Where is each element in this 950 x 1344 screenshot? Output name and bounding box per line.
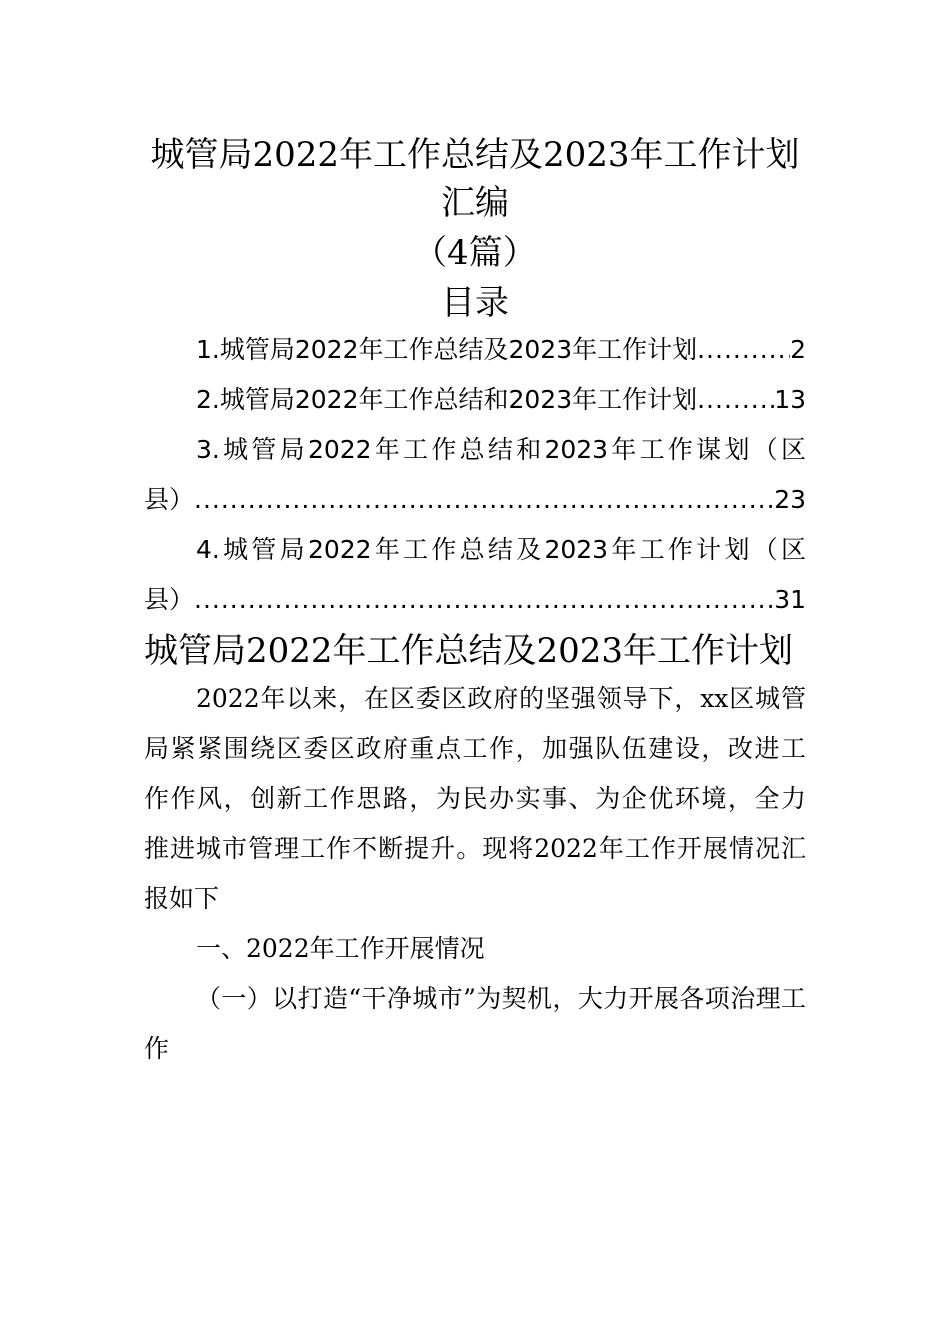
- paragraph-line: 局紧紧围绕区委区政府重点工作，加强队伍建设，改进工: [144, 734, 806, 763]
- sub-heading: [144, 974, 806, 1074]
- paragraph-line: 2022年以来，在区委区政府的坚强领导下，xx区城管: [196, 684, 806, 713]
- doc-title-line-1: 城管局2022年工作总结及2023年工作计划: [150, 135, 800, 175]
- toc-entry-3-continued[interactable]: [144, 478, 806, 522]
- toc-entry-title-continued: 县）: [144, 585, 195, 614]
- paragraph-line: 作作风，创新工作思路，为民办实事、为企优环境，全力: [144, 784, 806, 813]
- paragraph-line: 推进城市管理工作不断提升。现将2022年工作开展情况汇: [144, 834, 806, 863]
- sub-heading-line: 作: [144, 1034, 170, 1063]
- toc-page-number: 23: [774, 485, 806, 514]
- toc-entry-title: 1.城管局2022年工作总结及2023年工作计划: [196, 335, 698, 364]
- toc-leader-dots: [697, 328, 790, 372]
- toc-entry-4-continued[interactable]: [144, 578, 806, 622]
- paragraph-line: 报如下: [144, 884, 220, 913]
- toc-page-number: 2: [790, 335, 806, 364]
- heading-text: 一、2022年工作开展情况: [196, 934, 485, 963]
- toc-entry-3[interactable]: [144, 428, 806, 472]
- toc-leader-dots: [194, 578, 774, 622]
- toc-leader-dots: [194, 478, 774, 522]
- toc-entry-title: 3.城管局2022年工作总结和2023年工作谋划（区: [196, 435, 806, 464]
- section-title: 城管局2022年工作总结及2023年工作计划: [144, 631, 794, 671]
- doc-title-line-3: （4篇）: [413, 233, 537, 273]
- toc-entry-1[interactable]: [144, 328, 806, 372]
- toc-leader-dots: [697, 378, 774, 422]
- toc-heading: 目录: [441, 283, 509, 323]
- toc-entry-2[interactable]: [144, 378, 806, 422]
- sub-heading-line: （一）以打造“干净城市”为契机，大力开展各项治理工: [196, 984, 806, 1013]
- toc-entry-4[interactable]: [144, 528, 806, 572]
- intro-paragraph: [144, 674, 806, 924]
- toc-entry-title-continued: 县）: [144, 485, 195, 514]
- toc-page-number: 31: [774, 585, 806, 614]
- toc-entry-title: 4.城管局2022年工作总结及2023年工作计划（区: [196, 535, 806, 564]
- doc-title-line-2: 汇编: [441, 183, 509, 223]
- toc-entry-title: 2.城管局2022年工作总结和2023年工作计划: [196, 385, 698, 414]
- heading-level-1: [144, 924, 806, 974]
- toc-page-number: 13: [774, 385, 806, 414]
